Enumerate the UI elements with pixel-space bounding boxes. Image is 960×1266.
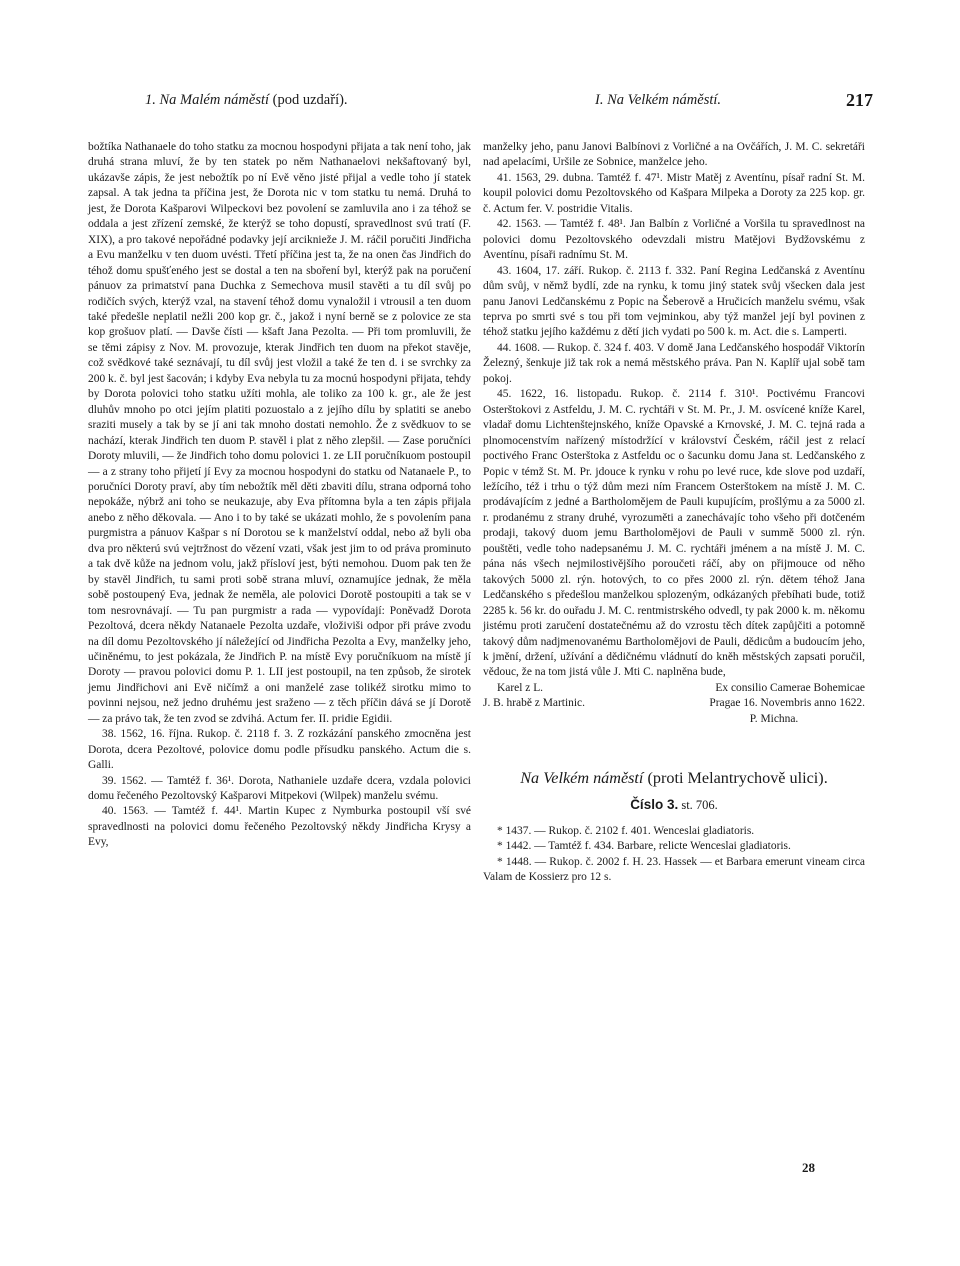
paragraph: 39. 1562. — Tamtéž f. 36¹. Dorota, Nathaniele uzdaře dcera, vzdala polovici domu řečeného Pezoltovský Kašparovi Mitpekovi (Wilpek) manželu svému.: [88, 774, 471, 803]
paragraph: 42. 1563. — Tamtéž f. 48¹. Jan Balbín z Vorličné a Voršila tu spravedlnost na polovici domu Pezoltovského odevzdali mistru Matějovi Bydžovskému z Aventínu, písaři radnímu St. M.: [483, 218, 865, 262]
signatory-left: Karel z L.: [497, 681, 544, 694]
paragraph: 40. 1563. — Tamtéž f. 44¹. Martin Kupec z Nymburka postoupil vší své spravedlnosti na polovici domu řečeného Pezoltovský někdy Jindřicha Krysy a Evy,: [88, 805, 471, 849]
paragraph: manželky jeho, panu Janovi Balbínovi z Vorličné a na Ovčářích, J. M. C. sekretáři nad apelacími, Uršile ze Sobnice, manželce jeho.: [483, 141, 865, 169]
header-left-title: 1. Na Malém náměstí (pod uzdaří).: [145, 92, 348, 108]
left-column: [88, 140, 471, 851]
paragraph: božtíka Nathanaele do toho statku za mocnou hospodyni přijata a tak není toho, jak druhá strana mluví, že by ten statek po něm Nathanaelovi nekšaftovaný byl, ukázavše zápis, že jest nebožtík po ní Evě věno jisté přijal a vedle toho jí statek zapsal. A tak jedna ta příčina jest, že Dorota nic v tom statku tu nemá. Druhá to jest, že Dorota Kašparovi Wilpeckovi bez povolení se zamluvila ano i za téhož se oddala a jest zřízení zemské, že kterýž se toho dopustí, spravedlnost svú tratí (F. XIX), a pro takové nepořádné podavky její arciknieže J. M. ráčil poručiti Jindřicha a Evu manželku v ten duom uvésti. Třetí příčina jest ta, že na onen čas Jindřich do téhož domu spušťeného jest se dostal a ten na sboření byl, kterýž pak na poručení pánuov za primatství pana Duchka z Semechova musil stavěti a tu díl svůj po rodičích svých, kterýž vzal, na stavení téhož domu vynaložil i vtrousil a ten duom také předešle neplatil nežli 200 kop gr. č., jakož i nyní berně se z polovice ze sta kop grošuov platí. — Davše čísti — kšaft Jana Pezolta. — Při tom promluvili, že se těmi zápisy z Nov. M. provozuje, kterak Jindřich ten duom na překot stavěje, což svědkové také seznávají, tu díl svůj jest vložil a také že ten d. i se svrchky za 200 k. č. byl jest šacován; i kdyby Eva nebyla tu za mocnú hospodyni přijata, tehdy by Dorota polovici toho statku užíti mohla, ale toliko za 100 k. gr., ale že jest dluhův mnoho po otci jejím platiti pozuostalo a z jejího dílu by splatiti se anebo sraziti musely a tak by se jí ani tak mnoho dostati nemohlo. Že z svědkuov to se nachází, kterak Jindřich ten duom P. stavěl i plat z něho zlepšil. — Zase poručníci Doroty mluvili, — že Jindřich toho domu polovici 1. ze LII poručníkuom postoupil — a z strany toho přijetí jí Evy za mocnou hospodyni do statku od Natanaele P., to poručníci Doroty praví, aby tím nebožtík měl děti zbaviti dílu, strana odporná toho nepokáže, nýbrž ani toho se neukazuje, aby Eva přítomna byla a ten zápis přijala anebo z něho děkovala. — Ano i to by také se ukázati mohlo, že s povolením pana purgmistra a pánuov Kašpar s ní Dorotou se k manželství oddal, nebo až byli oba dva pro některú svú vejtržnost do vězení vzati, však jest jim to od práva prominuto a tak dvě kůže na jednom volu, jakž přísloví jest, býti nemohou. Duom pak ten že by stavěl Jindřich, tu sami proti sobě strana mluví, oznamujíce jednak, že měla sobě postoupený Eva, jednak že neměla, ale polovici Dorotě postoupiti a tak se v tom nesrovnávají. — Tu pan purgmistr a rada — vypovídají: Poněvadž Dorota Pezoltová, dcera někdy Natanaele Pezolta uzdaře, vloživiši odpor při práve zvodu na díl domu Pezoltovského jí náležející od Jindřicha Pezolta a Evy, manželky jeho, učiněnému, to jest pokázala, že Jindřich P. na místě Evy poručníkuom na místě jí Doroty — pravou polovici domu P. 1. LII jest postoupil, na ten způsob, že sirotek jemu Jindřichovi ani Evě ničímž a oni manželé zase tolikéž sirotku mimo to povinni nejsou, než jedno druhému jest sraženo — z těch příčin dává se jí Dorotě — za právo tak, že ten zvod se zdvihá. Actum fer. II. pridie Egidii.: [88, 141, 471, 725]
signatory-right: Ex consilio Camerae Bohemicae: [715, 681, 865, 694]
printer-signature-mark: 28: [802, 1160, 815, 1175]
right-column: [483, 140, 865, 885]
paragraph: 38. 1562, 16. října. Rukop. č. 2118 f. 3. Z rozkázání panského zmocněna jest Dorota, dcera Pezoltové, polovice domu podle přísudku panského. Actum die s. Galli.: [88, 728, 471, 772]
paragraph: 45. 1622, 16. listopadu. Rukop. č. 2114 f. 310¹. Poctivému Francovi Osterštokovi z Astfeldu, J. M. C. rychtáři v St. M. Pr., J. M. osvícené kníže Karel, vladař domu Lichtenštejnského, kníže Opavské a Krnovské, J. M. C. tejná rada a plnomocenstvím nařízený místodržící v království Českém, ráčil jest z relací poctivého Franc Osterštoka z Astfeldu oc o šacunku domu Jana st. Ledčanského z Popic v témž St. M. Pr. jdouce k rynku v rohu po levé ruce, kde slove pod uzdaří, ležícího, též i trhu o týž dům mezi ním Francem Osterštokem na místě J. M. C. prodávajícím z jedné a Bartholomějem de Pauli kupujícím, prošlýmu a za 5000 zl. r. prodanému z strany druhé, vyrozuměti a zanechávajíc toho všeho při dotčeném prodaji, takový duom jemu Bartholomějovi de Pauli v summě 5000 zl. rýn. pouštěti, vedle toho nadepsanému J. M. C. rychtáři jménem a na místě J. M. C. pána nás všech nejmilostivějšího poroučeti ráčí, aby on přijmouce od něho takových 5000 zl. rýn. hotových, to co přes 2000 zl. rýn. dětem téhož Jana Ledčanského s předešlou manželkou splozeným, odkázaných přebíhati bude, totiž 2285 k. 56 kr. do ouřadu J. M. C. rentmistrského odvedl, ty pak 2000 k. m. někomu jistému proti zaručení dostatečnému až do vzrostu těch dítek zapůjčiti a potomně takový dům nadjmenovanému Bartholomějovi de Pauli, dědicům a budoucím jeho, k jmění, držení, užívání a dědičnému vládnutí do kněh městských zapsati poručil, vědouc, že na tom jistá vůle J. Mti C. naplněna bude,: [483, 388, 865, 679]
paragraph: * 1437. — Rukop. č. 2102 f. 401. Wenceslai gladiatoris.: [497, 824, 755, 837]
signature-row: [483, 681, 865, 696]
signature-row: [483, 696, 865, 711]
signatory-left: J. B. hrabě z Martinic.: [483, 697, 585, 710]
signatory-name: P. Michna.: [749, 712, 799, 725]
header-center-title: I. Na Velkém náměstí.: [595, 92, 722, 108]
page-number: 217: [846, 90, 873, 110]
paragraph: * 1448. — Rukop. č. 2002 f. H. 23. Hassek — et Barbara emerunt vineam circa Valam de Kossierz pro 12 s.: [483, 855, 865, 884]
paragraph: * 1442. — Tamtéž f. 434. Barbare, relicte Wenceslai gladiatoris.: [497, 840, 791, 853]
section-heading: Na Velkém náměstí (proti Melantrychově ulici).: [520, 769, 828, 788]
paragraph: 41. 1563, 29. dubna. Tamtéž f. 47¹. Mistr Matěj z Aventínu, písař radní St. M. koupil polovici domu Pezoltovského od Kašpara Milpeka a Doroty za 225 kop. gr. č. Actum fer. V. postridie Vitalis.: [483, 171, 865, 215]
paragraph: 43. 1604, 17. září. Rukop. č. 2113 f. 332. Paní Regina Ledčanská z Aventínu dům svůj, v němž bydlí, zde na rynku, k tomu jiný statek svůj všecken dala jest panu Janovi Ledčanskému z Popic na Šeberově a Hručicích manželu svému, však teprva po smrti své s tou při tom vejminkou, aby týž manžel její byl povinen z téhož statku jejího každému z dětí jich vydati po 500 k. m. Act. die s. Lamperti.: [483, 264, 865, 339]
paragraph: 44. 1608. — Rukop. č. 324 f. 403. V domě Jana Ledčanského hospodář Viktorín Železný, šenkuje již tak rok a nemá městského práva. Pan N. Kaplíř ujal sobě tam pokoj.: [483, 341, 865, 385]
section-number: Číslo 3. st. 706.: [630, 797, 718, 813]
page-header: [88, 92, 873, 116]
signatory-right: Pragae 16. Novembris anno 1622.: [709, 697, 865, 710]
